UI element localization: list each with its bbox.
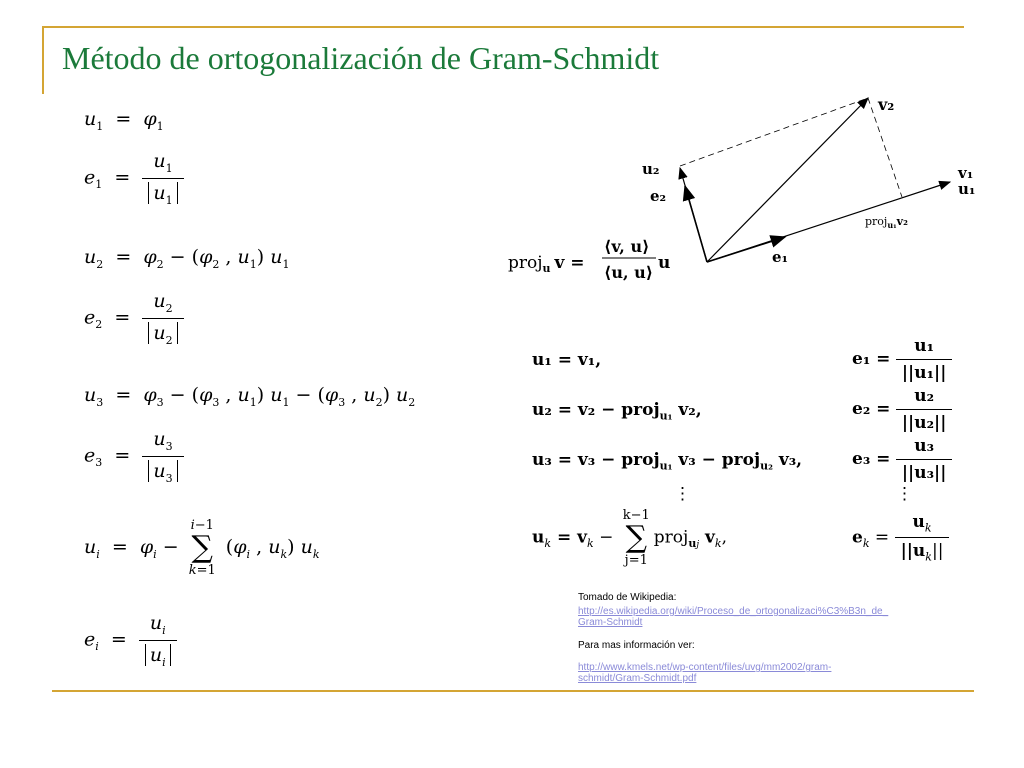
- label-e2: e₂: [650, 187, 667, 205]
- label-proj-u1-v2: proj$_{u_1}$v₂: [865, 215, 908, 230]
- e2-vector: [685, 186, 707, 262]
- v2-vector: [707, 98, 868, 262]
- source-link[interactable]: [578, 606, 888, 628]
- equation-e3: $e_3$ = $\frac{u_3}{u_3}$: [84, 428, 184, 485]
- vertical-dots-right: ⋮: [896, 484, 913, 504]
- right-eq-rowk-left: $u_k = v_k - k-1$ ∑ j=1proj$_{uj}$ $v_k$,: [532, 508, 727, 568]
- right-eq-row2-left: u₂ = v₂ − proj$_{u_1}$ v₂,: [532, 400, 702, 423]
- accent-top-rule: [42, 26, 964, 28]
- more-info-link[interactable]: [578, 662, 831, 684]
- more-info-label: Para mas información ver:: [578, 640, 695, 651]
- label-e1: e₁: [772, 248, 789, 266]
- proj-formula-numerator: ⟨v, u⟩: [604, 237, 650, 256]
- equation-ui: $u_i = \varphi_i - i-1$ ∑ k=1 ($\varphi_i$ , $u_k$) $u_k$: [84, 518, 320, 578]
- source-link-line2[interactable]: Gram-Schmidt: [578, 617, 643, 628]
- accent-bottom-rule: [52, 690, 974, 692]
- proj-formula-denominator: ⟨u, u⟩: [604, 263, 654, 282]
- equation-e2: $e_2$ = $\frac{u_2}{u_2}$: [84, 290, 184, 347]
- label-v2: v₂: [878, 95, 895, 114]
- gram-schmidt-vector-diagram: [500, 90, 990, 290]
- proj-formula-left: proj$_u$ v =: [508, 253, 585, 275]
- proj-formula-u: u: [658, 253, 671, 273]
- right-eq-row3-left: u₃ = v₃ − proj$_{u_1}$ v₃ − proj$_{u_2}$ v₃,: [532, 450, 803, 473]
- equation-u2: $u_2 = \varphi_2 - (\varphi_2$ , $u_1$) $u_1$: [84, 246, 290, 271]
- right-eq-row1-left: u₁ = v₁,: [532, 350, 602, 370]
- label-u1: u₁: [958, 180, 976, 198]
- label-v1: v₁: [958, 164, 974, 182]
- equation-ei: $e_i$ = $\frac{u_i}{u_i}$: [84, 612, 177, 669]
- right-eq-row3-right: e₃ = $\frac{\text{u₃}}{\text{||u₃||}}$: [852, 436, 952, 483]
- vertical-dots-left: ⋮: [674, 484, 691, 504]
- right-eq-row1-right: e₁ = $\frac{\text{u₁}}{\text{||u₁||}}$: [852, 336, 952, 383]
- equation-e1: $e_1$ = $\frac{u_1}{u_1}$: [84, 150, 184, 207]
- more-info-link-line2[interactable]: schmidt/Gram-Schmidt.pdf: [578, 673, 697, 684]
- label-u2: u₂: [642, 160, 660, 178]
- equation-u1: $u_1 = \varphi_1$: [84, 108, 164, 133]
- right-eq-row2-right: e₂ = $\frac{\text{u₂}}{\text{||u₂||}}$: [852, 386, 952, 433]
- accent-vertical-bar: [42, 26, 44, 94]
- equation-u3: $u_3 = \varphi_3 - (\varphi_3$ , $u_1$) $u_1 - (\varphi_3$ , $u_2$) $u_2$: [84, 384, 416, 409]
- slide-title: Método de ortogonalización de Gram-Schmidt: [62, 40, 660, 76]
- dashed-parallel-line: [680, 98, 868, 166]
- source-link-line1[interactable]: http://es.wikipedia.org/wiki/Proceso_de_ortogonalizaci%C3%B3n_de_: [578, 606, 889, 617]
- source-label: Tomado de Wikipedia:: [578, 592, 677, 603]
- more-info-link-line1[interactable]: http://www.kmels.net/wp-content/files/uvg/mm2002/gram-: [578, 662, 832, 673]
- right-eq-rowk-right: $e_k$ = $\frac{u_k}{||u_k||}$: [852, 512, 949, 564]
